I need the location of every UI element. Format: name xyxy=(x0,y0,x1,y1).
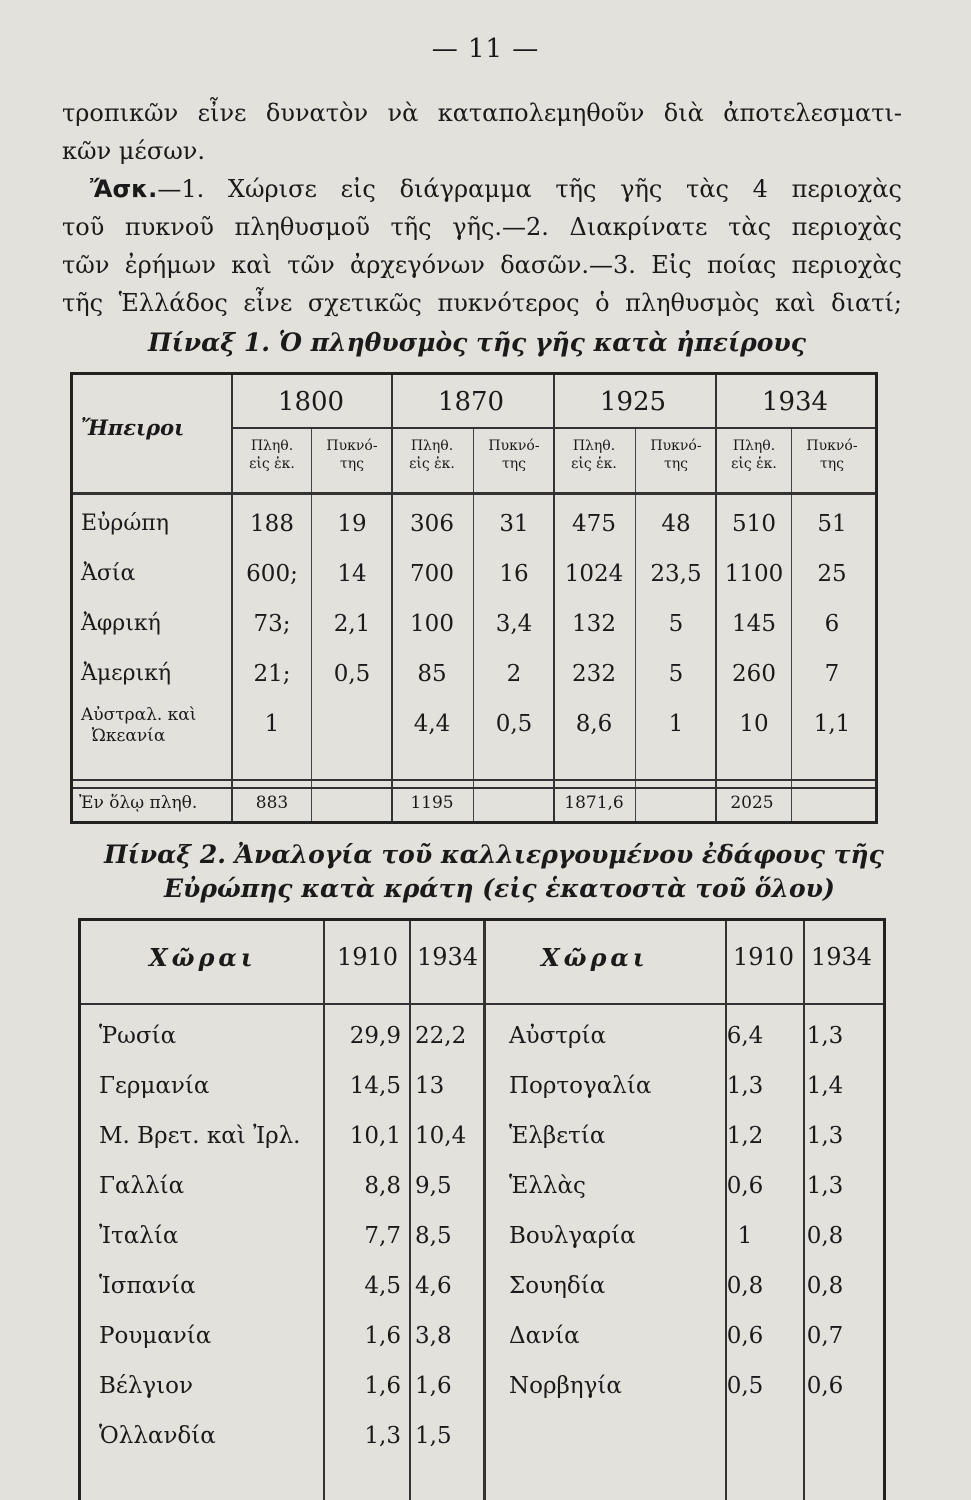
value-cell: 14 xyxy=(337,561,367,587)
value-1934: 1,6 xyxy=(415,1373,452,1399)
country-row xyxy=(81,1065,889,1115)
totals-label: Ἐν ὅλῳ πληθ. xyxy=(79,793,198,813)
total-1870: 1195 xyxy=(410,793,454,813)
value-1934: 1,4 xyxy=(806,1073,844,1099)
value-cell: 48 xyxy=(661,511,691,537)
value-cell: 145 xyxy=(732,611,776,637)
country-name: Σουηδία xyxy=(509,1273,606,1299)
value-cell: 7 xyxy=(824,661,840,687)
value-cell: 4,4 xyxy=(413,711,451,737)
continent-name: Ἀσία xyxy=(81,561,136,586)
countries-header: Χῶραι xyxy=(541,943,649,972)
exercise-line: τῆς Ἑλλάδος εἶνε σχετικῶς πυκνότερος ὁ πληθυσμὸς καὶ διατί; xyxy=(62,289,902,317)
continent-row xyxy=(73,605,881,653)
value-cell: 188 xyxy=(250,511,294,537)
value-1934: 9,5 xyxy=(415,1173,452,1199)
value-cell: 1 xyxy=(668,711,684,737)
country-row xyxy=(81,1015,889,1065)
value-cell: 23,5 xyxy=(650,561,702,587)
value-cell: 21; xyxy=(253,661,291,687)
value-1910: 7,7 xyxy=(364,1223,401,1249)
country-name: Ὁλλανδία xyxy=(99,1423,216,1449)
value-cell: 25 xyxy=(817,561,847,587)
total-1934: 2025 xyxy=(730,793,774,813)
continent-row xyxy=(73,505,881,553)
value-cell: 5 xyxy=(668,611,684,637)
value-cell: 2,1 xyxy=(333,611,371,637)
value-1910: 1,6 xyxy=(364,1323,401,1349)
value-1934: 10,4 xyxy=(415,1123,467,1149)
value-1934: 8,5 xyxy=(415,1223,452,1249)
country-row xyxy=(81,1165,889,1215)
country-name: Ρουμανία xyxy=(99,1323,212,1349)
population-table xyxy=(70,372,878,824)
country-name: Δανία xyxy=(509,1323,580,1349)
country-row xyxy=(81,1115,889,1165)
totals-row xyxy=(73,793,881,823)
exercise-line: Ἄσκ.—1. Χώρισε εἰς διάγραμμα τῆς γῆς τὰς 4 περιοχὰς xyxy=(90,175,902,203)
country-name: Γερμανία xyxy=(99,1073,210,1099)
total-1800: 883 xyxy=(255,793,289,813)
page-number: — 11 — xyxy=(431,34,540,64)
value-1910: 14,5 xyxy=(349,1073,401,1099)
continent-name: Εὐρώπη xyxy=(81,511,169,536)
country-row xyxy=(81,1415,889,1465)
value-cell: 6 xyxy=(824,611,840,637)
country-name: Βέλγιον xyxy=(99,1373,193,1399)
country-row xyxy=(81,1315,889,1365)
year-1910-header: 1910 xyxy=(733,943,795,971)
text-line: τροπικῶν εἶνε δυνατὸν νὰ καταπολεμηθοῦν διὰ ἀποτελεσματι- xyxy=(62,99,902,127)
value-cell: 0,5 xyxy=(495,711,533,737)
value-cell: 0,5 xyxy=(333,661,371,687)
year-1934-header: 1934 xyxy=(811,943,873,971)
year-1800: 1800 xyxy=(277,387,345,417)
value-1934: 4,6 xyxy=(415,1273,452,1299)
value-1934: 0,8 xyxy=(806,1223,844,1249)
countries-header: Χῶραι xyxy=(149,943,257,972)
country-name: Βουλγαρία xyxy=(509,1223,636,1249)
country-row xyxy=(81,1365,889,1415)
continent-name: Ἀφρική xyxy=(81,611,161,636)
value-cell: 700 xyxy=(410,561,454,587)
value-cell: 3,4 xyxy=(495,611,533,637)
population-subheader: Πληθ. εἰς ἑκ. xyxy=(571,438,617,472)
value-1910: 0,5 xyxy=(726,1373,764,1399)
text-line: κῶν μέσων. xyxy=(62,137,205,165)
value-cell: 31 xyxy=(499,511,529,537)
country-name: Πορτογαλία xyxy=(509,1073,652,1099)
value-cell: 16 xyxy=(499,561,529,587)
continent-row xyxy=(73,705,881,753)
exercise-line: τῶν ἐρήμων καὶ τῶν ἀρχεγόνων δασῶν.—3. Εἰς ποίας περιοχὰς xyxy=(62,251,902,279)
value-cell: 2 xyxy=(506,661,522,687)
population-subheader: Πληθ. εἰς ἑκ. xyxy=(249,438,295,472)
density-subheader: Πυκνό- της xyxy=(326,438,378,472)
country-name: Νορβηγία xyxy=(509,1373,622,1399)
continent-row xyxy=(73,555,881,603)
value-cell: 100 xyxy=(410,611,454,637)
value-1910: 6,4 xyxy=(726,1023,764,1049)
population-subheader: Πληθ. εἰς ἑκ. xyxy=(731,438,777,472)
density-subheader: Πυκνό- της xyxy=(650,438,702,472)
value-1910: 1 xyxy=(737,1223,753,1249)
value-1934: 1,3 xyxy=(806,1023,844,1049)
value-1910: 1,6 xyxy=(364,1373,401,1399)
year-1925: 1925 xyxy=(599,387,667,417)
country-name: Αὐστρία xyxy=(509,1023,607,1049)
value-1910: 1,3 xyxy=(364,1423,401,1449)
value-1910: 0,6 xyxy=(726,1323,764,1349)
continent-row xyxy=(73,655,881,703)
country-name: Ἑλλὰς xyxy=(509,1173,586,1199)
value-cell: 73; xyxy=(253,611,291,637)
value-cell: 260 xyxy=(732,661,776,687)
value-cell: 19 xyxy=(337,511,367,537)
value-cell: 475 xyxy=(572,511,616,537)
value-cell: 600; xyxy=(246,561,298,587)
value-cell: 132 xyxy=(572,611,616,637)
table1-caption: Πίναξ 1. Ὁ πληθυσμὸς τῆς γῆς κατὰ ἠπείρους xyxy=(148,328,806,357)
density-subheader: Πυκνό- της xyxy=(488,438,540,472)
continents-header: Ἤπειροι xyxy=(81,415,185,440)
density-subheader: Πυκνό- της xyxy=(806,438,858,472)
exercise-paragraph xyxy=(62,170,902,322)
exercise-line: τοῦ πυκνοῦ πληθυσμοῦ τῆς γῆς.—2. Διακρίνατε τὰς περιοχὰς xyxy=(62,213,902,241)
value-1910: 1,2 xyxy=(726,1123,764,1149)
exercise-label: Ἄσκ. xyxy=(90,175,158,203)
population-subheader: Πληθ. εἰς ἑκ. xyxy=(409,438,455,472)
total-1925: 1871,6 xyxy=(564,793,624,813)
value-cell: 232 xyxy=(572,661,616,687)
country-name: Ἱσπανία xyxy=(99,1273,196,1299)
continent-name: Αὐστραλ. καὶ Ὠκεανία xyxy=(81,705,197,746)
year-1934: 1934 xyxy=(761,387,829,417)
value-1910: 1,3 xyxy=(726,1073,764,1099)
continent-name: Ἀμερική xyxy=(81,661,172,686)
value-cell: 1,1 xyxy=(813,711,851,737)
table2-caption-line2: Εὐρώπης κατὰ κράτη (εἰς ἑκατοστὰ τοῦ ὅλου) xyxy=(164,874,835,903)
value-1910: 4,5 xyxy=(364,1273,401,1299)
value-cell: 10 xyxy=(739,711,769,737)
value-1910: 0,6 xyxy=(726,1173,764,1199)
country-row xyxy=(81,1215,889,1265)
value-1910: 8,8 xyxy=(364,1173,401,1199)
value-cell: 510 xyxy=(732,511,776,537)
country-name: Ἑλβετία xyxy=(509,1123,606,1149)
value-1934: 22,2 xyxy=(415,1023,467,1049)
value-cell: 51 xyxy=(817,511,847,537)
country-row xyxy=(81,1265,889,1315)
table2-caption-line1: Πίναξ 2. Ἀναλογία τοῦ καλλιεργουμένου ἐδάφους τῆς xyxy=(104,840,884,869)
cultivated-land-table xyxy=(78,918,886,1500)
country-name: Ῥωσία xyxy=(99,1023,177,1049)
value-1910: 10,1 xyxy=(349,1123,401,1149)
value-1934: 13 xyxy=(415,1073,445,1099)
value-1910: 0,8 xyxy=(726,1273,764,1299)
year-1934-header: 1934 xyxy=(417,943,479,971)
value-cell: 306 xyxy=(410,511,454,537)
value-cell: 5 xyxy=(668,661,684,687)
value-1934: 0,7 xyxy=(806,1323,844,1349)
value-1934: 1,3 xyxy=(806,1173,844,1199)
value-cell: 8,6 xyxy=(575,711,613,737)
value-1934: 1,3 xyxy=(806,1123,844,1149)
country-name: Ἰταλία xyxy=(99,1223,179,1249)
country-name: Μ. Βρετ. καὶ Ἰρλ. xyxy=(99,1123,301,1149)
country-name: Γαλλία xyxy=(99,1173,185,1199)
value-cell: 1100 xyxy=(724,561,784,587)
value-1910: 29,9 xyxy=(349,1023,401,1049)
value-1934: 0,8 xyxy=(806,1273,844,1299)
year-1910-header: 1910 xyxy=(337,943,399,971)
value-cell: 85 xyxy=(417,661,447,687)
value-1934: 3,8 xyxy=(415,1323,452,1349)
value-1934: 1,5 xyxy=(415,1423,452,1449)
intro-paragraph xyxy=(62,94,902,170)
value-1934: 0,6 xyxy=(806,1373,844,1399)
value-cell: 1024 xyxy=(564,561,624,587)
value-cell: 1 xyxy=(264,711,280,737)
year-1870: 1870 xyxy=(437,387,505,417)
